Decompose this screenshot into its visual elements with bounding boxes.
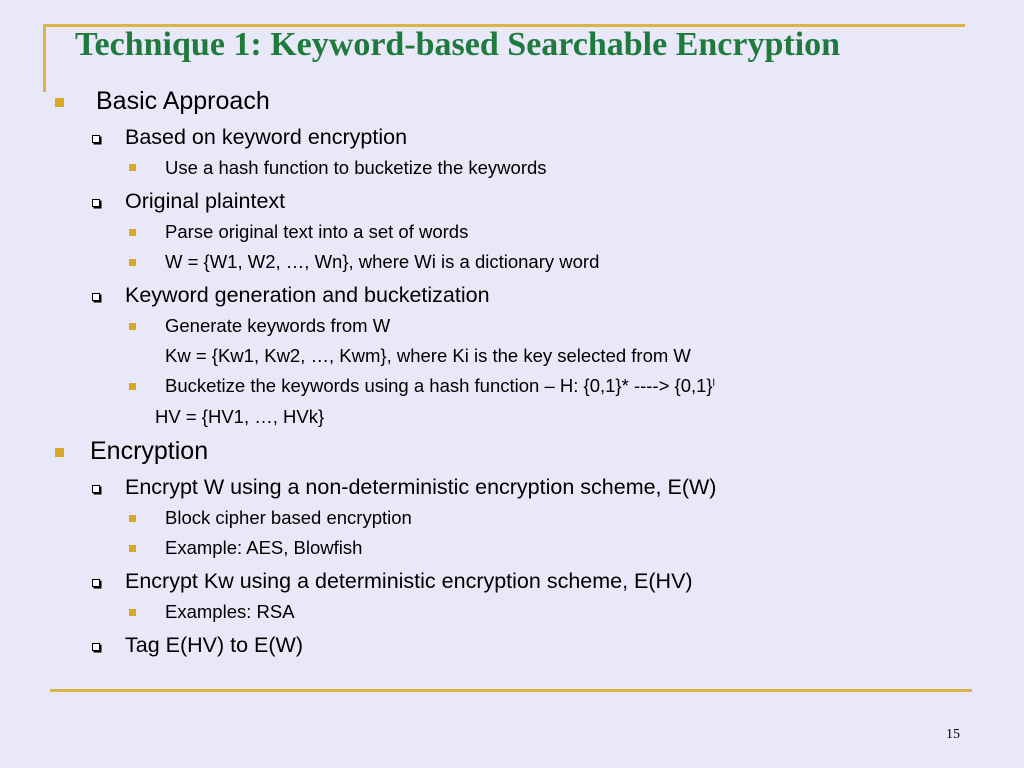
bullet-basic-approach: Basic Approach — [96, 87, 270, 115]
slide-title: Technique 1: Keyword-based Searchable Encryption — [75, 26, 841, 63]
bullet-square-icon — [129, 229, 136, 236]
bullet-box-icon — [92, 643, 100, 651]
title-frame-left-rule — [43, 24, 46, 92]
bucketize-text: Bucketize the keywords using a hash function – H: {0,1}* ----> {0,1} — [165, 375, 713, 396]
bullet-square-icon — [129, 515, 136, 522]
bullet-box-icon — [92, 485, 100, 493]
bullet-encrypt-w: Encrypt W using a non-deterministic encryption scheme, E(W) — [125, 475, 717, 499]
kw-set-line: Kw = {Kw1, Kw2, …, Kwm}, where Ki is the key selected from W — [165, 345, 691, 366]
bullet-encryption: Encryption — [90, 437, 209, 465]
bullet-box-icon — [92, 199, 100, 207]
bullet-examples-rsa: Examples: RSA — [165, 601, 295, 622]
bullet-encrypt-kw: Encrypt Kw using a deterministic encryption scheme, E(HV) — [125, 569, 693, 593]
page-number: 15 — [946, 727, 960, 742]
bullet-w-set: W = {W1, W2, …, Wn}, where Wi is a dictionary word — [165, 251, 600, 272]
bucketize-superscript: l — [712, 378, 715, 389]
bullet-parse-original-text: Parse original text into a set of words — [165, 221, 469, 242]
bullet-based-on-keyword-encryption: Based on keyword encryption — [125, 125, 408, 149]
bullet-bucketize-keywords — [165, 374, 715, 398]
bullet-original-plaintext: Original plaintext — [125, 189, 286, 213]
bullet-square-icon — [55, 98, 64, 107]
hv-set-line: HV = {HV1, …, HVk} — [155, 406, 325, 427]
bullet-tag-ehv: Tag E(HV) to E(W) — [125, 633, 303, 657]
footer-rule — [50, 689, 972, 692]
bullet-square-icon — [129, 609, 136, 616]
bullet-box-icon — [92, 293, 100, 301]
bullet-block-cipher: Block cipher based encryption — [165, 507, 412, 528]
bullet-square-icon — [55, 448, 64, 457]
bullet-keyword-generation: Keyword generation and bucketization — [125, 283, 490, 307]
bullet-box-icon — [92, 135, 100, 143]
bullet-example-aes: Example: AES, Blowfish — [165, 537, 363, 558]
bullet-square-icon — [129, 383, 136, 390]
bullet-square-icon — [129, 545, 136, 552]
bullet-box-icon — [92, 579, 100, 587]
bullet-square-icon — [129, 323, 136, 330]
bullet-generate-keywords: Generate keywords from W — [165, 315, 391, 336]
bullet-use-hash-function: Use a hash function to bucketize the keywords — [165, 157, 547, 178]
bullet-square-icon — [129, 164, 136, 171]
bullet-square-icon — [129, 259, 136, 266]
